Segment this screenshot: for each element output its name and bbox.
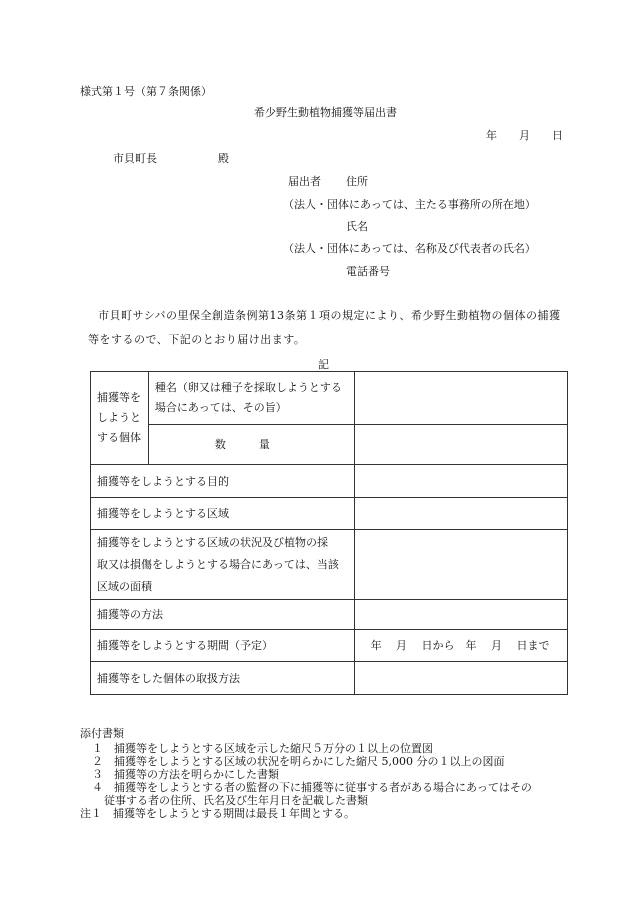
date-field: 年 月 日 [486, 129, 563, 142]
subject-line-1: 捕獲等を [97, 391, 141, 404]
subject-line-2: しようと [97, 411, 141, 424]
purpose-value[interactable] [354, 465, 567, 498]
name-label: 氏名 [346, 220, 368, 233]
table-row [91, 372, 568, 425]
addressee: 市貝町長 [113, 152, 157, 165]
purpose-label: 捕獲等をしようとする目的 [91, 465, 355, 498]
attachment-item-4: ４ 捕獲等をしようとする者の監督の下に捕獲等に従事する者がある場合にあってはその [92, 781, 532, 794]
area-condition-label [91, 530, 355, 600]
quantity-label: 数 量 [148, 425, 354, 465]
handling-value[interactable] [354, 662, 567, 695]
attachment-item-2: ２ 捕獲等をしようとする区域の状況を明らかにした縮尺 5,000 分の１以上の図面 [92, 755, 505, 768]
table-row [91, 425, 568, 465]
name-note: （法人・団体にあっては、名称及び代表者の氏名） [283, 242, 536, 255]
attachment-item-1: １ 捕獲等をしようとする区域を示した縮尺５万分の１以上の位置図 [92, 742, 433, 755]
document-title: 希少野生動植物捕獲等届出書 [254, 106, 397, 119]
period-value[interactable]: 年 月 日から 年 月 日まで [354, 630, 567, 662]
attachment-item-4-cont: 従事する者の住所、氏名及び生年月日を記載した書類 [104, 794, 368, 807]
attachment-item-3: ３ 捕獲等の方法を明らかにした書類 [92, 768, 279, 781]
body-text-line2: 等をするので、下記のとおり届け出ます。 [88, 333, 306, 346]
address-label: 住所 [346, 175, 368, 188]
quantity-value[interactable] [354, 425, 567, 465]
area-condition-value[interactable] [354, 530, 567, 600]
body-text-line1: 市貝町サシバの里保全創造条例第13条第１項の規定により、希少野生動植物の個体の捕獲 [98, 309, 561, 322]
table-row [91, 498, 568, 530]
application-table [90, 371, 568, 695]
honorific: 殿 [218, 152, 229, 165]
handling-label: 捕獲等をした個体の取扱方法 [91, 662, 355, 695]
period-note: 注１ 捕獲等をしようとする期間は最長１年間とする。 [80, 807, 355, 820]
table-row [91, 662, 568, 695]
attachments-heading: 添付書類 [80, 727, 124, 740]
applicant-label: 届出者 [288, 175, 321, 188]
form-number: 様式第１号（第７条関係） [80, 85, 212, 98]
phone-label: 電話番号 [346, 265, 390, 278]
species-line-1: 種名（卵又は種子を採取しようとする [154, 381, 342, 394]
area-label: 捕獲等をしようとする区域 [91, 498, 355, 530]
area-value[interactable] [354, 498, 567, 530]
ki-label: 記 [318, 358, 329, 371]
subject-group-label [91, 372, 149, 465]
table-row [91, 630, 568, 662]
area-condition-line-2: 取又は損傷をしようとする場合にあっては、当該 [97, 557, 339, 571]
area-condition-line-3: 区域の面積 [97, 579, 152, 593]
address-note: （法人・団体にあっては、主たる事務所の所在地） [283, 198, 536, 211]
period-label: 捕獲等をしようとする期間（予定） [91, 630, 355, 662]
subject-line-3: する個体 [97, 431, 141, 444]
species-label [148, 372, 354, 425]
method-value[interactable] [354, 600, 567, 630]
table-row [91, 530, 568, 600]
method-label: 捕獲等の方法 [91, 600, 355, 630]
table-row [91, 600, 568, 630]
table-row [91, 465, 568, 498]
species-value[interactable] [354, 372, 567, 425]
area-condition-line-1: 捕獲等をしようとする区域の状況及び植物の採 [97, 535, 328, 549]
species-line-2: 場合にあっては、その旨） [154, 401, 287, 414]
